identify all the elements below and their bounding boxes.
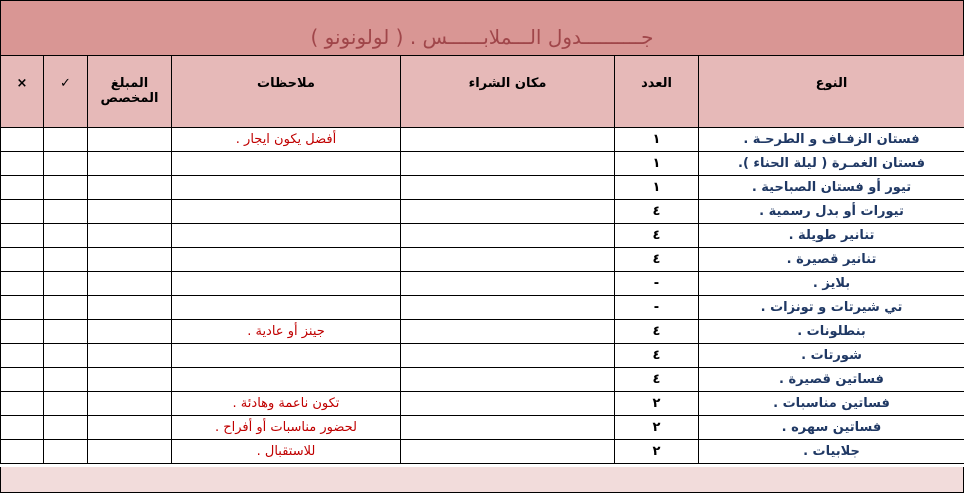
count-cell[interactable]: ٤ [615, 344, 699, 368]
count-cell[interactable]: - [615, 296, 699, 320]
type-cell[interactable]: شورتات . [699, 344, 964, 368]
budget-cell[interactable] [88, 224, 172, 248]
note-cell[interactable] [172, 272, 401, 296]
check-cell[interactable] [44, 416, 88, 440]
header-place: مكان الشراء [401, 56, 615, 128]
place-cell[interactable] [401, 440, 615, 464]
count-cell[interactable]: ٢ [615, 416, 699, 440]
check-cell[interactable] [44, 320, 88, 344]
cross-icon: × [1, 56, 44, 128]
note-cell[interactable] [172, 296, 401, 320]
note-cell[interactable] [172, 200, 401, 224]
type-cell[interactable]: تنانير قصيرة . [699, 248, 964, 272]
place-cell[interactable] [401, 248, 615, 272]
cross-cell[interactable] [1, 440, 44, 464]
check-cell[interactable] [44, 392, 88, 416]
title-band [0, 0, 964, 56]
table-row [1, 320, 964, 344]
place-cell[interactable] [401, 176, 615, 200]
budget-cell[interactable] [88, 272, 172, 296]
note-cell[interactable] [172, 368, 401, 392]
count-cell[interactable]: ٤ [615, 368, 699, 392]
cross-cell[interactable] [1, 320, 44, 344]
budget-cell[interactable] [88, 368, 172, 392]
type-cell[interactable]: تيورات أو بدل رسمية . [699, 200, 964, 224]
cross-cell[interactable] [1, 344, 44, 368]
type-cell[interactable]: بنطلونات . [699, 320, 964, 344]
budget-cell[interactable] [88, 152, 172, 176]
table-row [1, 272, 964, 296]
cross-cell[interactable] [1, 176, 44, 200]
count-cell[interactable]: ١ [615, 128, 699, 152]
count-cell[interactable]: ٢ [615, 440, 699, 464]
table-row [1, 248, 964, 272]
count-cell[interactable]: ١ [615, 176, 699, 200]
count-cell[interactable]: ٤ [615, 200, 699, 224]
table-row [1, 392, 964, 416]
note-cell[interactable] [172, 248, 401, 272]
cross-cell[interactable] [1, 272, 44, 296]
header-notes: ملاحظات [172, 56, 401, 128]
type-cell[interactable]: فساتين مناسبات . [699, 392, 964, 416]
place-cell[interactable] [401, 272, 615, 296]
note-cell[interactable] [172, 224, 401, 248]
place-cell[interactable] [401, 128, 615, 152]
budget-cell[interactable] [88, 128, 172, 152]
cross-cell[interactable] [1, 248, 44, 272]
table-row [1, 128, 964, 152]
note-cell[interactable]: أفضل يكون ايجار . [172, 128, 401, 152]
header-type: النوع [699, 56, 964, 128]
header-row [1, 56, 964, 128]
table-row [1, 224, 964, 248]
check-cell[interactable] [44, 224, 88, 248]
check-icon: ✓ [44, 56, 88, 128]
clothes-table [0, 55, 964, 464]
check-cell[interactable] [44, 248, 88, 272]
table-row [1, 176, 964, 200]
table-row [1, 200, 964, 224]
note-cell[interactable] [172, 176, 401, 200]
cross-cell[interactable] [1, 368, 44, 392]
count-cell[interactable]: ٤ [615, 320, 699, 344]
type-cell[interactable]: بلايز . [699, 272, 964, 296]
type-cell[interactable]: تنانير طويلة . [699, 224, 964, 248]
check-cell[interactable] [44, 296, 88, 320]
header-count: العدد [615, 56, 699, 128]
cross-cell[interactable] [1, 152, 44, 176]
note-cell[interactable] [172, 152, 401, 176]
type-cell[interactable]: فستان الزفـاف و الطرحـة . [699, 128, 964, 152]
check-cell[interactable] [44, 368, 88, 392]
type-cell[interactable]: فساتين قصيرة . [699, 368, 964, 392]
place-cell[interactable] [401, 368, 615, 392]
place-cell[interactable] [401, 200, 615, 224]
note-cell[interactable]: للاستقبال . [172, 440, 401, 464]
budget-cell[interactable] [88, 416, 172, 440]
table-row [1, 368, 964, 392]
count-cell[interactable]: - [615, 272, 699, 296]
count-cell[interactable]: ٤ [615, 224, 699, 248]
type-cell[interactable]: فساتين سهره . [699, 416, 964, 440]
check-cell[interactable] [44, 176, 88, 200]
page-title: جــــــــــدول الـــملابــــــس . ( لولونونو ) [310, 25, 654, 49]
header-budget: المبلغ المخصص [88, 56, 172, 128]
table-row [1, 416, 964, 440]
cross-cell[interactable] [1, 128, 44, 152]
check-cell[interactable] [44, 440, 88, 464]
budget-cell[interactable] [88, 176, 172, 200]
budget-cell[interactable] [88, 320, 172, 344]
place-cell[interactable] [401, 224, 615, 248]
type-cell[interactable]: تي شيرتات و تونزات . [699, 296, 964, 320]
budget-cell[interactable] [88, 344, 172, 368]
type-cell[interactable]: فستان الغمـرة ( ليلة الحناء ). [699, 152, 964, 176]
check-cell[interactable] [44, 152, 88, 176]
type-cell[interactable]: جلابيات . [699, 440, 964, 464]
check-cell[interactable] [44, 128, 88, 152]
type-cell[interactable]: تيور أو فستان الصباحية . [699, 176, 964, 200]
count-cell[interactable]: ٤ [615, 248, 699, 272]
cross-cell[interactable] [1, 296, 44, 320]
table-row [1, 296, 964, 320]
budget-cell[interactable] [88, 296, 172, 320]
cross-cell[interactable] [1, 392, 44, 416]
place-cell[interactable] [401, 296, 615, 320]
check-cell[interactable] [44, 272, 88, 296]
count-cell[interactable]: ١ [615, 152, 699, 176]
note-cell[interactable]: تكون ناعمة وهادئة . [172, 392, 401, 416]
cross-cell[interactable] [1, 224, 44, 248]
table-row [1, 152, 964, 176]
cross-cell[interactable] [1, 416, 44, 440]
place-cell[interactable] [401, 152, 615, 176]
note-cell[interactable]: جينز أو عادية . [172, 320, 401, 344]
note-cell[interactable] [172, 344, 401, 368]
check-cell[interactable] [44, 200, 88, 224]
note-cell[interactable]: لحضور مناسبات أو أفراح . [172, 416, 401, 440]
table-row [1, 440, 964, 464]
place-cell[interactable] [401, 416, 615, 440]
check-cell[interactable] [44, 344, 88, 368]
budget-cell[interactable] [88, 392, 172, 416]
footer-band [0, 467, 964, 493]
place-cell[interactable] [401, 392, 615, 416]
count-cell[interactable]: ٢ [615, 392, 699, 416]
place-cell[interactable] [401, 320, 615, 344]
table-row [1, 344, 964, 368]
budget-cell[interactable] [88, 248, 172, 272]
place-cell[interactable] [401, 344, 615, 368]
cross-cell[interactable] [1, 200, 44, 224]
budget-cell[interactable] [88, 200, 172, 224]
budget-cell[interactable] [88, 440, 172, 464]
